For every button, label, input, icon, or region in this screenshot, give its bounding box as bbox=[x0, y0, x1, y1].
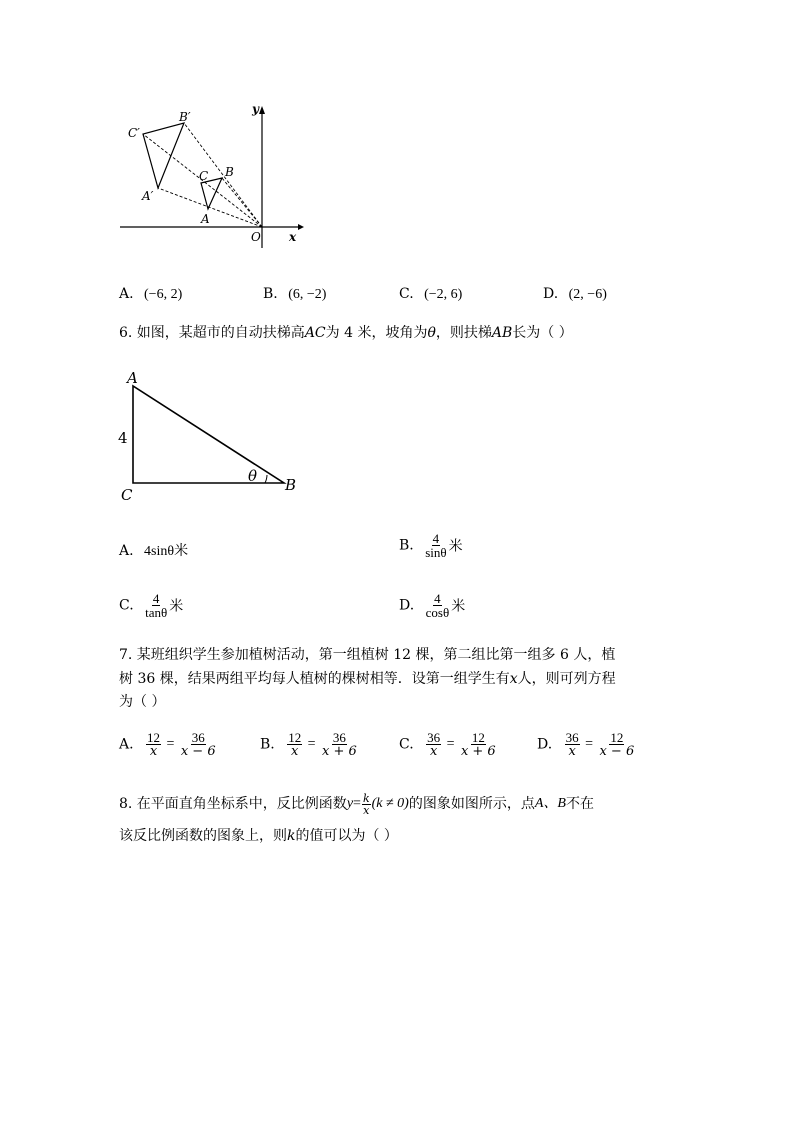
q5-option-c[interactable] bbox=[399, 286, 462, 303]
option-unit: 米 bbox=[451, 598, 466, 615]
option-value: (−6, 2) bbox=[144, 287, 183, 302]
q5-option-a[interactable] bbox=[119, 286, 182, 303]
option-unit: 米 bbox=[169, 598, 184, 615]
q8-stem-line2: 该反比例函数的图象上，则k的值可以为（ ） bbox=[119, 828, 398, 844]
label-c1: C′ bbox=[128, 126, 140, 140]
origin-label: O bbox=[251, 230, 261, 244]
q7-option-a[interactable]: A. $\frac{12}{x}$ = $\frac{36}{x - 6}$ bbox=[119, 730, 216, 759]
q6-option-c[interactable] bbox=[119, 592, 183, 619]
option-letter: C. bbox=[119, 597, 134, 614]
angle-label: θ bbox=[248, 467, 258, 485]
option-unit: 米 bbox=[448, 538, 463, 555]
option-value: (6, −2) bbox=[288, 287, 327, 302]
option-letter: B. bbox=[399, 537, 414, 554]
q6-option-d[interactable] bbox=[399, 592, 465, 619]
option-letter: A. bbox=[119, 286, 134, 302]
option-letter: D. bbox=[537, 736, 553, 753]
q7-stem-line2: 树 36 棵，结果两组平均每人植树的棵树相等．设第一组学生有x人，则可列方程 bbox=[119, 671, 616, 687]
label-b: B bbox=[225, 165, 234, 179]
label-b1: B′ bbox=[179, 110, 191, 124]
label-c: C bbox=[199, 169, 209, 183]
label-c: C bbox=[121, 486, 133, 500]
option-letter: C. bbox=[399, 736, 414, 753]
q8-stem-line1: 8. 在平面直角坐标系中，反比例函数y= $\frac{k}{x}$ (k ≠ 0)的图象如图所示，点A、B不在 bbox=[119, 791, 594, 817]
q7-option-b[interactable]: B. $\frac{12}{x}$ = $\frac{36}{x + 6}$ bbox=[260, 730, 357, 759]
q5-option-d[interactable] bbox=[543, 286, 607, 303]
q7-option-c[interactable]: C. $\frac{36}{x}$ = $\frac{12}{x + 6}$ bbox=[399, 730, 496, 759]
right-triangle bbox=[133, 386, 284, 483]
q7-stem-line1: 7. 某班组织学生参加植树活动，第一组植树 12 棵，第二组比第一组多 6 人，植 bbox=[119, 647, 616, 663]
x-axis-arrow bbox=[298, 224, 304, 230]
option-value: (2, −6) bbox=[568, 287, 607, 302]
option-letter: C. bbox=[399, 286, 414, 302]
x-axis-label: x bbox=[289, 230, 297, 244]
option-letter: B. bbox=[263, 286, 278, 302]
angle-arc bbox=[265, 475, 267, 483]
option-fraction: $\frac{4}{\tan\theta}$ bbox=[145, 591, 168, 620]
option-letter: A. bbox=[119, 736, 134, 753]
q7-stem-line3: 为（ ） bbox=[119, 694, 166, 710]
option-fraction: $\frac{4}{\cos\theta}$ bbox=[425, 591, 450, 620]
q6-figure bbox=[112, 366, 312, 500]
label-a: A bbox=[201, 212, 210, 226]
q5-option-b[interactable] bbox=[263, 286, 326, 303]
label-a: A bbox=[127, 369, 138, 387]
option-letter: B. bbox=[260, 736, 275, 753]
y-axis-arrow bbox=[259, 106, 265, 114]
q7-option-d[interactable]: D. $\frac{36}{x}$ = $\frac{12}{x - 6}$ bbox=[537, 730, 635, 759]
q6-option-a[interactable] bbox=[119, 540, 188, 560]
q6-option-b[interactable] bbox=[399, 532, 463, 559]
option-unit: 米 bbox=[174, 543, 189, 559]
y-axis-label: y bbox=[252, 102, 259, 116]
option-fraction: $\frac{4}{\sin\theta}$ bbox=[425, 531, 447, 560]
q5-figure bbox=[112, 100, 312, 250]
side-length-label: 4 bbox=[118, 429, 128, 447]
q6-stem: 6. 如图，某超市的自动扶梯高AC为 4 米，坡角为θ，则扶梯AB长为（ ） bbox=[119, 325, 573, 341]
triangle-a1b1c1 bbox=[143, 123, 184, 188]
option-letter: A. bbox=[119, 543, 134, 559]
label-b: B bbox=[285, 476, 297, 494]
label-a1: A′ bbox=[142, 189, 154, 203]
option-letter: D. bbox=[399, 597, 415, 614]
option-letter: D. bbox=[543, 286, 559, 302]
option-value: (−2, 6) bbox=[424, 287, 463, 302]
option-expr: 4sinθ bbox=[144, 544, 175, 559]
